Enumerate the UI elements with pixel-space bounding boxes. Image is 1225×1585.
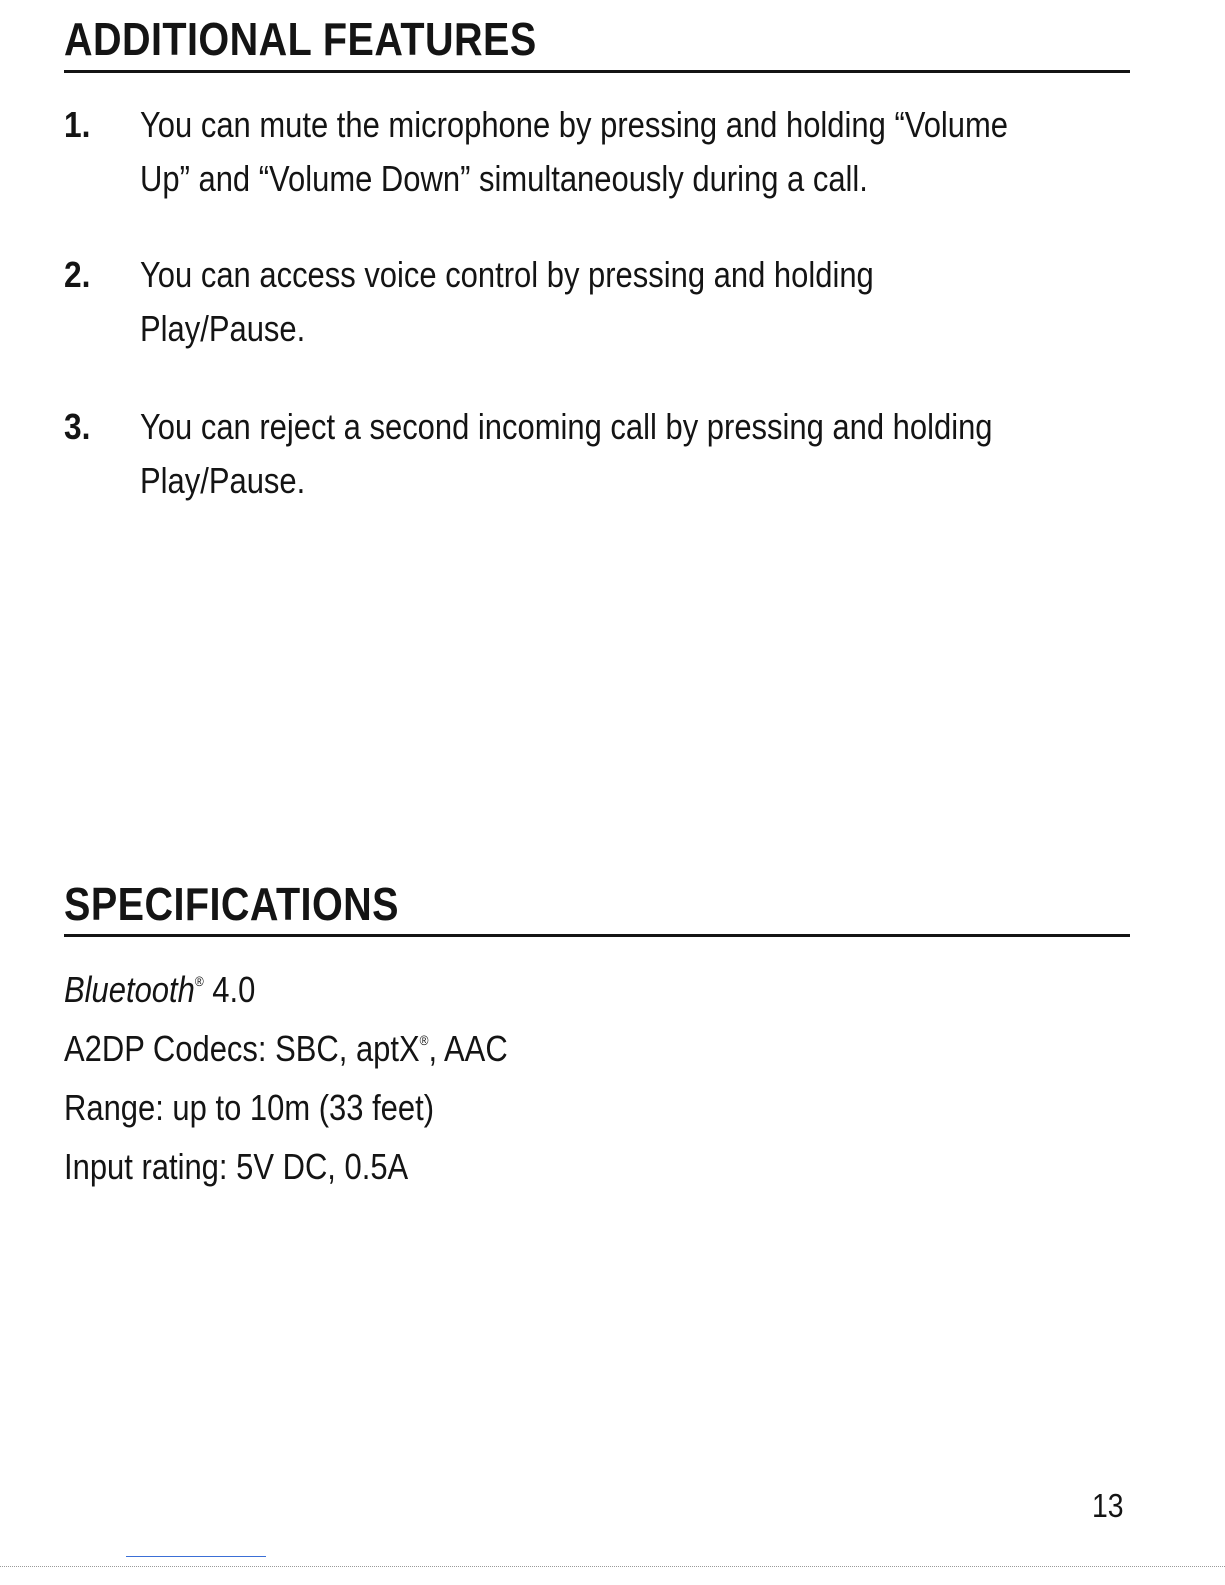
additional-features-rule [64,70,1130,73]
scan-bottom-border [0,1566,1225,1567]
specifications-rule [64,934,1130,937]
spec-codecs-prefix: A2DP Codecs: SBC, aptX [64,1028,420,1069]
scan-edge-line [126,1556,266,1557]
feature-item-text: You can reject a second incoming call by pressing and holding Play/Pause. [140,406,993,501]
spec-codecs [64,1028,508,1069]
feature-item-number: 1. [64,104,91,145]
feature-item-number: 2. [64,254,91,295]
registered-mark: ® [419,1032,429,1048]
spec-input-rating: Input rating: 5V DC, 0.5A [64,1146,409,1187]
specifications-heading: SPECIFICATIONS [64,878,399,930]
feature-item-text: You can access voice control by pressing and holding Play/Pause. [140,254,874,349]
page-number: 13 [1092,1487,1124,1524]
spec-codecs-suffix: , AAC [428,1028,508,1069]
feature-item-number: 3. [64,406,91,447]
spec-bluetooth-name: Bluetooth [64,969,195,1010]
spec-range: Range: up to 10m (33 feet) [64,1087,435,1128]
spec-bluetooth [64,969,256,1010]
registered-mark: ® [194,973,204,989]
spec-bluetooth-version: 4.0 [203,969,256,1010]
additional-features-heading: ADDITIONAL FEATURES [64,13,537,65]
feature-item-text: You can mute the microphone by pressing and holding “Volume Up” and “Volume Down” simultaneously during a call. [140,104,1009,199]
